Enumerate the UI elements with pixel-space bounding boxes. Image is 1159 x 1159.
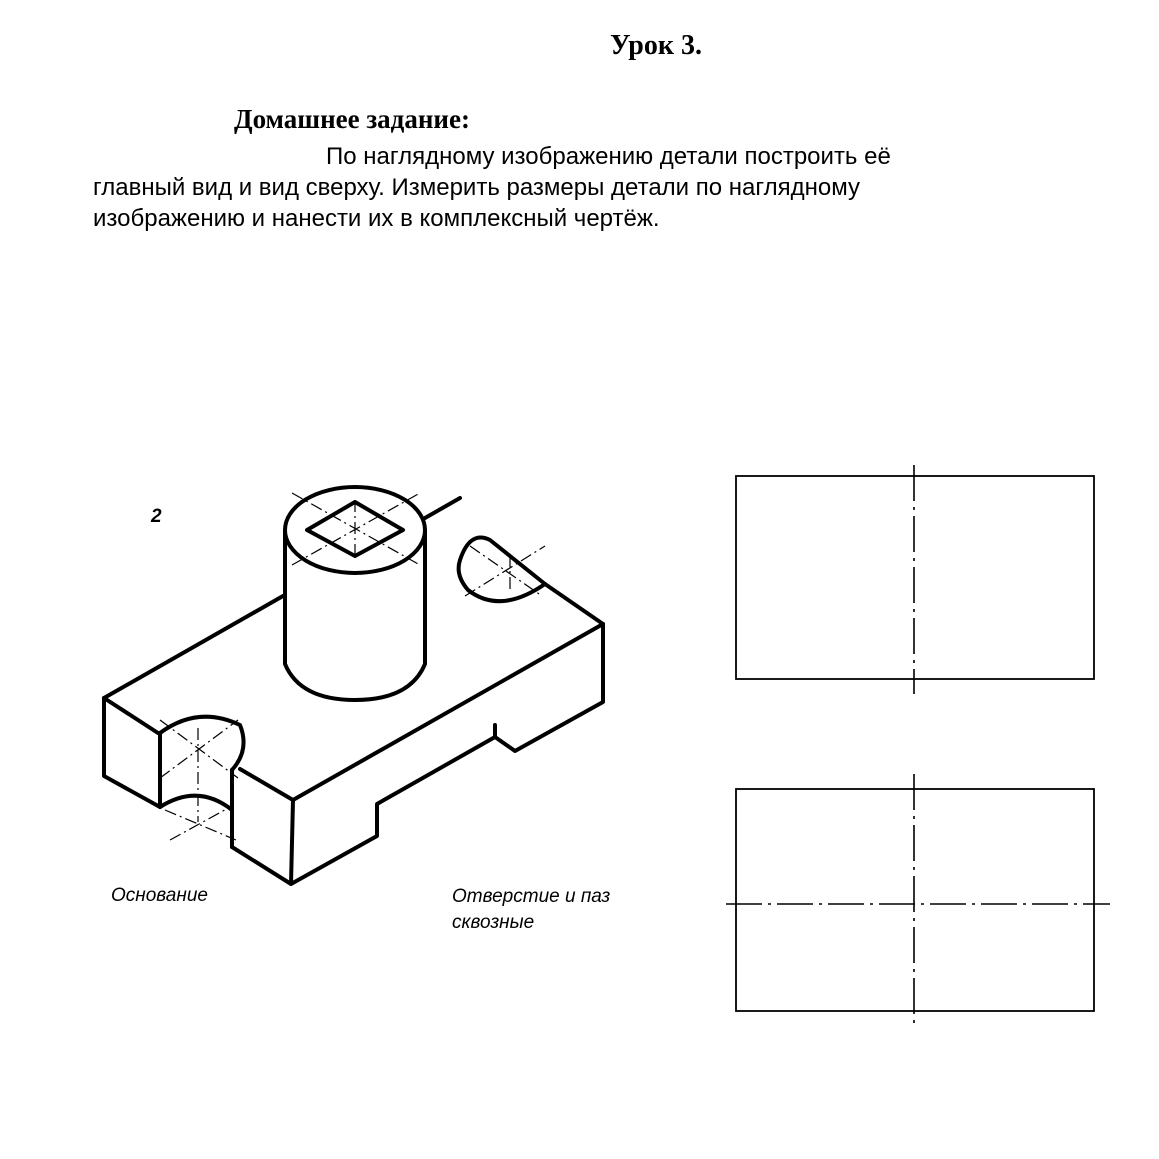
isometric-centerlines — [160, 493, 545, 840]
homework-heading: Домашнее задание: — [234, 104, 470, 134]
label-hole-line2: сквозные — [452, 912, 535, 933]
figure-number: 2 — [151, 506, 162, 527]
lesson-title: Урок 3. — [610, 30, 702, 61]
task-line-3: изображению и нанести их в комплексный чертёж. — [93, 205, 660, 232]
base-front-face — [232, 624, 603, 884]
top-view-frame — [726, 774, 1110, 1025]
isometric-part — [104, 487, 603, 884]
label-hole-line1: Отверстие и паз — [452, 886, 611, 907]
hole-cut-bottom — [160, 796, 232, 810]
label-base: Основание — [111, 885, 208, 906]
main-view-frame — [736, 465, 1094, 694]
task-line-2: главный вид и вид сверху. Измерить размеры детали по наглядному — [93, 174, 860, 201]
base-top-edges — [104, 498, 603, 800]
task-line-1: По наглядному изображению детали построить её — [326, 143, 891, 170]
